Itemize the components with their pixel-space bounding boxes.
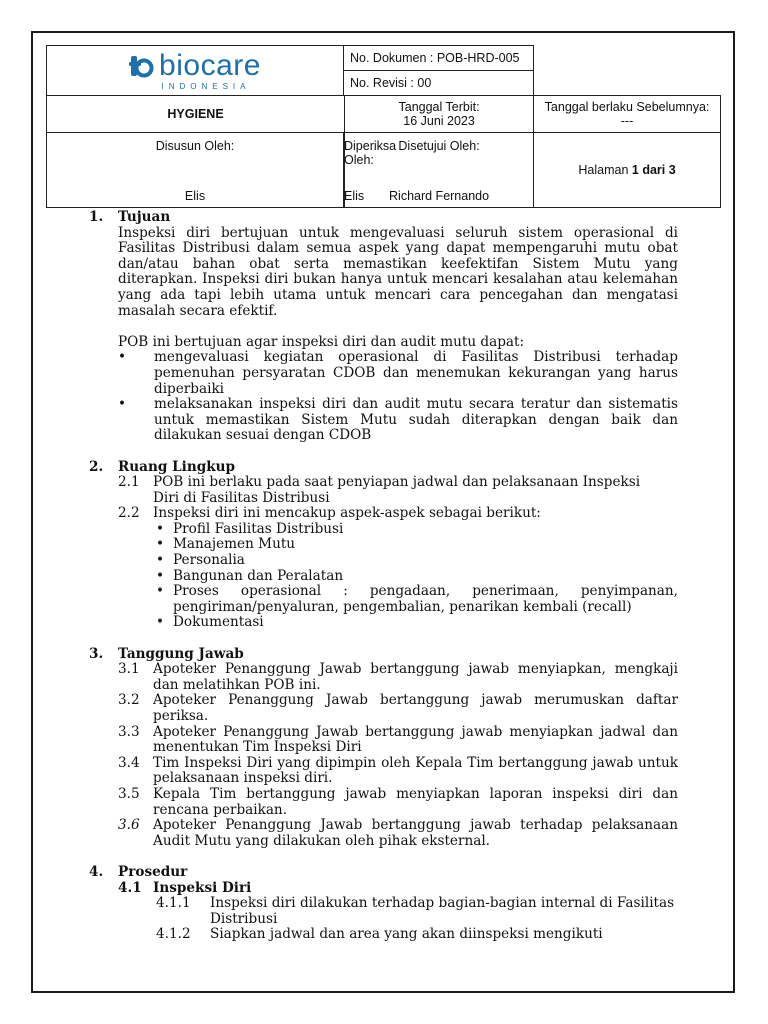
prepared-by-cell	[47, 133, 344, 208]
clause-text: Tim Inspeksi Diri yang dipimpin oleh Kepala Tim bertanggung jawab untuk pelaksanaan inspeksi diri.	[153, 754, 678, 787]
issue-date-value: 16 Juni 2023	[403, 114, 475, 128]
bullet: •	[118, 349, 127, 366]
section-2-heading	[90, 460, 678, 476]
previous-date-cell	[534, 96, 721, 133]
clause-number: 3.5	[118, 785, 140, 802]
clause-text: Inspeksi diri dilakukan terhadap bagian-bagian internal di Fasilitas Distribusi	[210, 895, 675, 927]
revision-number: No. Revisi : 00	[344, 71, 534, 96]
doc-number: No. Dokumen : POB-HRD-005	[344, 46, 534, 71]
clause-number: 3.6	[118, 817, 140, 834]
section-number: 1.	[89, 209, 104, 225]
section-1-heading	[90, 210, 678, 226]
section-title: Tujuan	[118, 209, 171, 225]
prepared-by-label: Disusun Oleh:	[155, 139, 235, 153]
bullet: •	[156, 614, 165, 631]
responsibility-item	[90, 818, 678, 849]
approved-by-name: Richard Fernando	[389, 189, 490, 203]
scope-item	[90, 522, 678, 538]
list-item-text: melaksanakan inspeksi diri dan audit mutu secara teratur dan sistematis untuk memastikan Sistem Mutu sudah diterapkan dengan baik dan dilakukan sesuai dengan CDOB	[154, 396, 678, 444]
clause-text: Inspeksi Diri	[153, 879, 252, 896]
clause-number: 3.1	[118, 661, 140, 678]
scope-item	[90, 569, 678, 585]
list-item-text: mengevaluasi kegiatan operasional di Fasilitas Distribusi terhadap pemenuhan persyaratan CDOB dan menemukan kekurangan yang harus diperbaiki	[154, 349, 678, 397]
responsibility-item	[90, 756, 678, 787]
clause-number: 4.1	[118, 879, 142, 896]
section-number: 2.	[89, 458, 104, 475]
page-number-cell	[534, 133, 721, 208]
prepared-by-name: Elis	[184, 189, 206, 203]
clause	[90, 475, 678, 506]
responsibility-item	[90, 725, 678, 756]
section-1-paragraph-2: POB ini bertujuan agar inspeksi diri dan audit mutu dapat:	[118, 333, 525, 350]
previous-date-value: ---	[620, 114, 634, 128]
clause-text: Inspeksi diri ini mencakup aspek-aspek sebagai berikut:	[153, 505, 541, 522]
bullet: •	[156, 536, 165, 553]
clause-text: Apoteker Penanggung Jawab bertanggung jawab terhadap pelaksanaan Audit Mutu yang dilakukan oleh pihak eksternal.	[153, 817, 678, 849]
page-number-prefix: Halaman	[578, 163, 629, 177]
responsibility-item	[90, 693, 678, 724]
subsection-heading	[90, 881, 678, 897]
clause-text: POB ini berlaku pada saat penyiapan jadwal dan pelaksanaan Inspeksi Diri di Fasilitas Distribusi	[153, 474, 641, 506]
clause-text: Apoteker Penanggung Jawab bertanggung jawab menyiapkan, mengkaji dan melatihkan POB ini.	[153, 661, 678, 693]
scope-item-text: Profil Fasilitas Distribusi	[173, 520, 344, 537]
responsibility-item	[90, 662, 678, 693]
clause-number: 3.4	[118, 754, 140, 771]
clause-number: 2.2	[118, 505, 140, 522]
section-1-paragraph: Inspeksi diri bertujuan untuk mengevaluasi seluruh sistem operasional di Fasilitas Distribusi dalam semua aspek yang dapat mempengaruhi mutu obat dan/atau bahan obat serta memastikan keefektifan Sistem Mutu yang diterapkan. Inspeksi diri bukan hanya untuk mencari kesalahan atau kelemahan yang ada tapi lebih utama untuk mencari cara pencegahan dan mengatasi masalah secara efektif.	[118, 224, 678, 319]
section-title: Prosedur	[118, 863, 188, 880]
scope-item	[90, 615, 678, 631]
bullet: •	[156, 583, 165, 600]
scope-item-text: Manajemen Mutu	[173, 536, 296, 553]
clause-number: 2.1	[118, 474, 140, 491]
biocare-logo	[129, 48, 261, 82]
clause-text: Apoteker Penanggung Jawab bertanggung jawab merumuskan daftar periksa.	[153, 692, 678, 724]
approved-by-label: Disetujui Oleh:	[398, 139, 480, 153]
bullet: •	[156, 567, 165, 584]
scope-item-text: Personalia	[173, 552, 245, 569]
document-header-table	[46, 45, 721, 208]
section-4-heading	[90, 865, 678, 881]
list-item	[90, 397, 678, 444]
responsibility-item	[90, 787, 678, 818]
issue-date-cell	[345, 96, 534, 133]
bullet: •	[156, 520, 165, 537]
scope-item-text: Bangunan dan Peralatan	[173, 567, 344, 584]
clause-text: Siapkan jadwal dan area yang akan diinspeksi mengikuti	[210, 926, 603, 943]
section-3-heading	[90, 647, 678, 663]
biocare-logo-icon	[129, 53, 155, 79]
clause-number: 3.3	[118, 723, 140, 740]
section-title: Ruang Lingkup	[118, 458, 236, 475]
brand-subtitle: INDONESIA	[161, 81, 251, 91]
document-body	[90, 210, 678, 943]
page-number-value: 1 dari 3	[631, 163, 676, 177]
procedure-step	[90, 927, 678, 943]
scope-item-text: Dokumentasi	[173, 614, 264, 631]
clause-number: 3.2	[118, 692, 140, 709]
section-number: 3.	[89, 645, 104, 662]
clause-text: Kepala Tim bertanggung jawab menyiapkan laporan inspeksi diri dan rencana perbaikan.	[153, 785, 678, 818]
logo-cell	[47, 46, 344, 96]
brand-name: biocare	[159, 48, 261, 82]
clause-text: Apoteker Penanggung Jawab bertanggung jawab menyiapkan jadwal dan menentukan Tim Inspeksi Diri	[153, 723, 678, 756]
section-title: Tanggung Jawab	[118, 645, 244, 662]
scope-item	[90, 537, 678, 553]
previous-date-label: Tanggal berlaku Sebelumnya:	[544, 100, 710, 114]
procedure-step	[90, 896, 678, 927]
clause-number: 4.1.1	[156, 895, 191, 912]
clause-number: 4.1.2	[156, 926, 191, 943]
document-title: HYGIENE	[47, 96, 345, 133]
issue-date-label: Tanggal Terbit:	[398, 100, 480, 114]
approved-by-cell	[345, 133, 534, 208]
scope-item	[90, 553, 678, 569]
clause	[90, 506, 678, 522]
bullet: •	[118, 396, 127, 413]
scope-item	[90, 584, 678, 615]
scope-item-text: Proses operasional : pengadaan, penerimaan, penyimpanan, pengiriman/penyaluran, pengembalian, penarikan kembali (recall)	[173, 583, 678, 615]
list-item	[90, 350, 678, 397]
section-number: 4.	[89, 863, 104, 880]
bullet: •	[156, 552, 165, 569]
